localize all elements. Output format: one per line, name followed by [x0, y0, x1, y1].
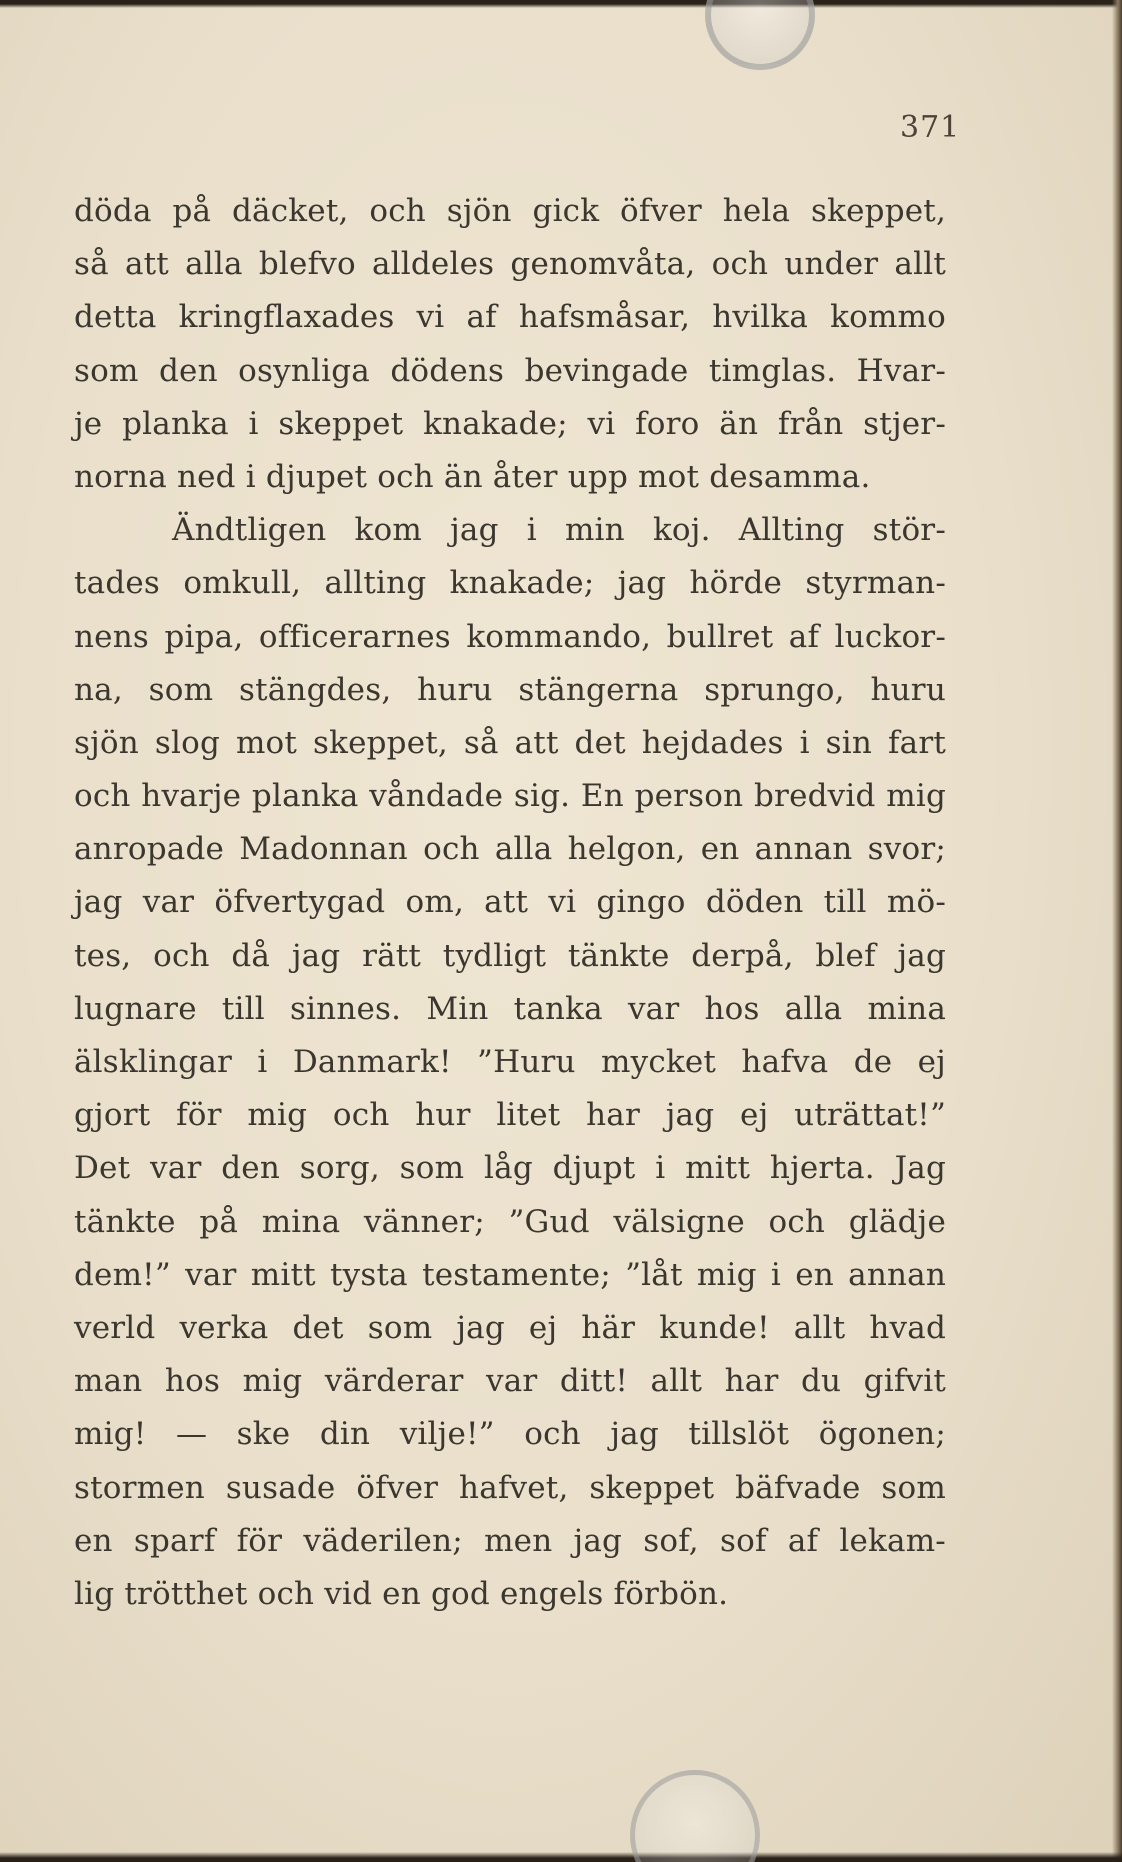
text-line: sjön slog mot skeppet, så att det hejdades i sin fart	[74, 724, 946, 761]
page-right-edge	[1112, 0, 1122, 1862]
text-line: som den osynliga dödens bevingade timglas. Hvar-	[74, 352, 946, 389]
text-line: jag var öfvertygad om, att vi gingo döden till mö-	[74, 884, 946, 921]
text-line: je planka i skeppet knakade; vi foro än från stjer-	[74, 405, 946, 442]
text-line: nens pipa, officerarnes kommando, bullret af luckor-	[74, 618, 946, 655]
text-line: och hvarje planka våndade sig. En person bredvid mig	[74, 778, 946, 815]
text-line: mig! — ske din vilje!” och jag tillslöt ögonen;	[74, 1416, 946, 1453]
text-line: gjort för mig och hur litet har jag ej uträttat!”	[74, 1097, 946, 1134]
glass-clip-top	[705, 0, 815, 70]
page-number: 371	[900, 110, 961, 145]
text-line: lugnare till sinnes. Min tanka var hos alla mina	[74, 990, 946, 1027]
glass-clip-bottom	[630, 1770, 760, 1862]
text-line: anropade Madonnan och alla helgon, en annan svor;	[74, 831, 946, 868]
text-line: tades omkull, allting knakade; jag hörde styrman-	[74, 565, 946, 602]
text-line: detta kringflaxades vi af hafsmåsar, hvilka kommo	[74, 299, 946, 336]
text-line: verld verka det som jag ej här kunde! allt hvad	[74, 1309, 946, 1346]
text-line: na, som stängdes, huru stängerna sprungo, huru	[74, 671, 946, 708]
text-line: dem!” var mitt tysta testamente; ”låt mig i en annan	[74, 1256, 946, 1293]
text-line: tänkte på mina vänner; ”Gud välsigne och glädje	[74, 1203, 946, 1240]
text-line: döda på däcket, och sjön gick öfver hela skeppet,	[74, 193, 946, 229]
text-line: tes, och då jag rätt tydligt tänkte derpå, blef jag	[74, 937, 946, 974]
body-text	[74, 185, 946, 1621]
text-line: lig trötthet och vid en god engels förbön.	[74, 1575, 729, 1612]
text-line: stormen susade öfver hafvet, skeppet bäfvade som	[74, 1469, 946, 1506]
text-line: norna ned i djupet och än åter upp mot desamma.	[74, 458, 871, 495]
text-line: en sparf för väderilen; men jag sof, sof af lekam-	[74, 1522, 946, 1559]
page-bottom-shadow	[0, 1852, 1122, 1862]
text-line: man hos mig värderar var ditt! allt har du gifvit	[74, 1363, 946, 1400]
page-top-shadow	[0, 0, 1122, 8]
text-line: älsklingar i Danmark! ”Huru mycket hafva de ej	[74, 1044, 946, 1080]
text-line: Det var den sorg, som låg djupt i mitt hjerta. Jag	[74, 1150, 946, 1187]
text-line: så att alla blefvo alldeles genomvåta, och under allt	[74, 246, 946, 283]
text-line: Ändtligen kom jag i min koj. Allting stör-	[172, 512, 946, 549]
